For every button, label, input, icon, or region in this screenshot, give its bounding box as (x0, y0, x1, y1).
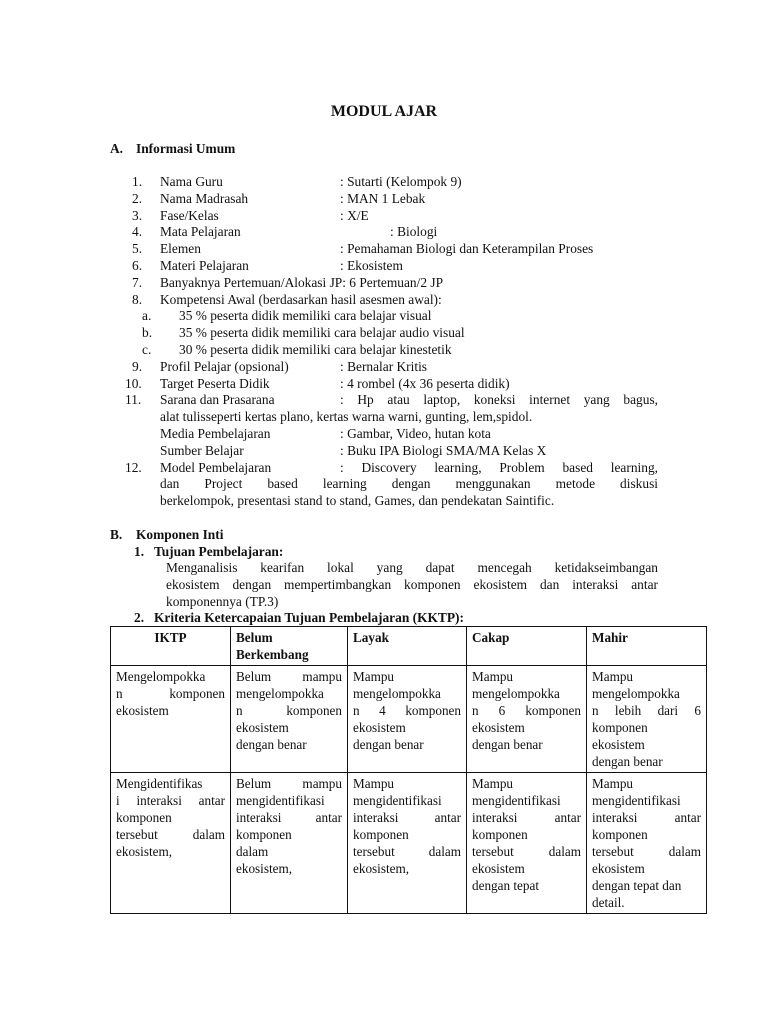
general-info-list (125, 174, 662, 510)
page-title: MODUL AJAR (330, 103, 438, 120)
sub-heading: Tujuan Pembelajaran: (154, 544, 284, 559)
cell-line: Mampu (353, 669, 395, 684)
header-layak (348, 627, 467, 666)
table-header-row (111, 627, 707, 666)
item-value: : X/E (340, 207, 369, 223)
info-item (125, 392, 662, 409)
item-number: 6. (132, 257, 143, 273)
item-value: : Discovery learning, Problem based learning, (340, 459, 658, 475)
table-cell (231, 773, 348, 914)
source-row (132, 443, 662, 460)
info-item (132, 241, 662, 258)
item-number: 12. (125, 459, 142, 475)
cell-line: dengan benar (236, 737, 307, 752)
header-belum-berkembang (231, 627, 348, 666)
competency-text: 35 % peserta didik memiliki cara belajar visual (179, 308, 432, 324)
objective-line: komponennya (TP.3) (166, 593, 279, 609)
cell-line: ekosistem (353, 720, 406, 735)
cell-line: mengelompokka (236, 686, 324, 701)
cell-line: ekosistem, (353, 861, 410, 876)
info-item (132, 359, 662, 376)
source-value: : Buku IPA Biologi SMA/MA Kelas X (340, 442, 547, 458)
competency-item (132, 308, 662, 325)
cell-line: mengidentifikasi (472, 793, 561, 808)
cell-line: tersebut dalam (116, 827, 225, 842)
item-value: : 4 rombel (4x 36 peserta didik) (340, 375, 510, 391)
cell-line: ekosistem (236, 720, 289, 735)
item-value: : Pemahaman Biologi dan Keterampilan Proses (340, 241, 594, 257)
objective-heading (132, 544, 662, 561)
item-number: 7. (132, 274, 143, 290)
kktp-heading-block (132, 610, 662, 627)
item-label: Banyaknya Pertemuan/Alokasi JP: 6 Pertemuan/2 JP (160, 274, 444, 290)
sub-number: 2. (134, 610, 145, 625)
cell-line: dengan tepat (472, 878, 540, 893)
cell-line: interaksi antar (353, 810, 461, 825)
core-component-list (132, 544, 662, 561)
media-value: : Gambar, Video, hutan kota (340, 425, 491, 441)
table-cell (231, 666, 348, 773)
header-mahir (587, 627, 707, 666)
cell-line: mengidentifikasi (592, 793, 681, 808)
kktp-heading (132, 610, 662, 627)
section-a-title: Informasi Umum (136, 141, 236, 156)
item-number: 9. (132, 358, 143, 374)
cell-line: i interaksi antar (116, 793, 225, 808)
cell-line: ekosistem, (236, 861, 293, 876)
table-cell (348, 773, 467, 914)
item-value: : Bernalar Kritis (340, 358, 428, 374)
cell-line: ekosistem (116, 703, 169, 718)
cell-line: Belum mampu (236, 669, 342, 684)
info-item (125, 375, 662, 393)
info-item (132, 191, 662, 208)
item-number: 3. (132, 207, 143, 223)
item-number: 4. (132, 224, 143, 240)
header-text: Berkembang (236, 647, 309, 662)
learning-objective (166, 560, 658, 610)
cell-line: n 6 komponen (472, 703, 581, 718)
item-label: Materi Pelajaran (160, 257, 249, 273)
info-item (132, 292, 662, 309)
cell-line: Mampu (472, 776, 514, 791)
section-a-heading (110, 141, 235, 158)
item-value: : Ekosistem (340, 257, 403, 273)
competency-item (132, 342, 662, 359)
kktp-table (110, 626, 707, 914)
cell-line: dalam (236, 844, 269, 859)
competency-letter: a. (142, 308, 152, 324)
item-label: Fase/Kelas (160, 207, 219, 223)
item-number: 1. (132, 174, 143, 189)
section-a-letter: A. (110, 141, 124, 156)
table-cell (587, 773, 707, 914)
item-number: 10. (125, 375, 142, 391)
cell-line: Mampu (472, 669, 514, 684)
cell-line: ekosistem, (116, 844, 173, 859)
competency-item (132, 325, 662, 342)
cell-line: Mampu (353, 776, 395, 791)
item-label: Target Peserta Didik (160, 375, 270, 391)
sub-number: 1. (134, 544, 145, 559)
cell-line: dengan benar (472, 737, 543, 752)
cell-line: n komponen (116, 686, 225, 701)
competency-text: 30 % peserta didik memiliki cara belajar kinestetik (179, 341, 452, 357)
table-cell (587, 666, 707, 773)
cell-line: komponen (592, 720, 648, 735)
item-label: Elemen (160, 241, 201, 257)
cell-line: n lebih dari 6 (592, 703, 701, 718)
cell-line: tersebut dalam (592, 844, 701, 859)
cell-line: mengelompokka (592, 686, 680, 701)
header-text: Mahir (592, 630, 628, 645)
item-value: : Sutarti (Kelompok 9) (340, 174, 462, 189)
item-value: : Hp atau laptop, koneksi internet yang bagus, (340, 392, 658, 408)
cell-line: Mengidentifikas (116, 776, 203, 791)
section-b-letter: B. (110, 527, 123, 542)
item-number: 2. (132, 190, 143, 206)
cell-line: komponen (116, 810, 172, 825)
item-label: Nama Madrasah (160, 190, 249, 206)
sub-heading: Kriteria Ketercapaian Tujuan Pembelajaran (KKTP): (154, 610, 464, 625)
section-b-title: Komponen Inti (136, 527, 224, 542)
header-text: Belum (236, 630, 273, 645)
objective-line: ekosistem dengan mempertimbangkan komponen ekosistem dan interaksi antar (166, 576, 658, 592)
cell-line: mengelompokka (472, 686, 560, 701)
cell-line: Belum mampu (236, 776, 342, 791)
header-cakap (467, 627, 587, 666)
table-cell (467, 773, 587, 914)
item-label: Model Pembelajaran (160, 459, 272, 475)
cell-line: tersebut dalam (472, 844, 581, 859)
media-label: Media Pembelajaran (160, 425, 271, 441)
source-label: Sumber Belajar (160, 442, 244, 458)
competency-letter: c. (142, 341, 152, 357)
cell-line: komponen (472, 827, 528, 842)
info-item (125, 459, 662, 477)
item-continuation: dan Project based learning dengan menggunakan metode diskusi (160, 476, 658, 492)
item-number: 5. (132, 241, 143, 257)
objective-line: Menganalisis kearifan lokal yang dapat mencegah ketidakseimbangan (166, 560, 658, 575)
table-cell (111, 666, 231, 773)
table-cell (467, 666, 587, 773)
item-label: Nama Guru (160, 174, 223, 189)
cell-line: n 4 komponen (353, 703, 461, 718)
cell-line: mengelompokka (353, 686, 441, 701)
section-b-heading (110, 527, 223, 544)
table-row (111, 666, 707, 773)
header-text: Layak (353, 630, 389, 645)
cell-line: dengan benar (592, 754, 663, 769)
cell-line: Mengelompokka (116, 669, 206, 684)
cell-line: ekosistem (592, 861, 645, 876)
cell-line: n komponen (236, 703, 342, 718)
cell-line: komponen (236, 827, 292, 842)
cell-line: ekosistem (592, 737, 645, 752)
competency-text: 35 % peserta didik memiliki cara belajar audio visual (179, 325, 465, 341)
header-text: Cakap (472, 630, 510, 645)
info-item (132, 224, 662, 241)
item-label: Kompetensi Awal (berdasarkan hasil asesmen awal): (160, 291, 442, 307)
cell-line: interaksi antar (472, 810, 581, 825)
table-cell (111, 773, 231, 914)
item-label: Mata Pelajaran (160, 224, 241, 240)
info-item (132, 208, 662, 225)
table-row (111, 773, 707, 914)
cell-line: mengidentifikasi (236, 793, 325, 808)
item-value: : MAN 1 Lebak (340, 190, 426, 206)
item-label: Sarana dan Prasarana (160, 392, 275, 408)
cell-line: Mampu (592, 776, 634, 791)
cell-line: ekosistem (472, 861, 525, 876)
cell-line: Mampu (592, 669, 634, 684)
info-item (132, 174, 662, 191)
cell-line: komponen (353, 827, 409, 842)
cell-line: dengan tepat dan (592, 878, 682, 893)
item-label: Profil Pelajar (opsional) (160, 358, 289, 374)
item-number: 11. (125, 392, 142, 408)
item-value: : Biologi (390, 224, 438, 240)
cell-line: ekosistem (472, 720, 525, 735)
item-number: 8. (132, 291, 143, 307)
competency-letter: b. (142, 325, 153, 341)
cell-line: dengan benar (353, 737, 424, 752)
cell-line: mengidentifikasi (353, 793, 442, 808)
table-cell (348, 666, 467, 773)
info-item (132, 258, 662, 275)
cell-line: interaksi antar (592, 810, 701, 825)
info-item (132, 275, 662, 292)
header-text: IKTP (154, 630, 187, 645)
item-continuation: alat tulisseperti kertas plano, kertas warna warni, gunting, lem,spidol. (160, 409, 533, 425)
cell-line: komponen (592, 827, 648, 842)
cell-line: interaksi antar (236, 810, 342, 825)
cell-line: tersebut dalam (353, 844, 461, 859)
item-continuation: berkelompok, presentasi stand to stand, Games, dan pendekatan Saintific. (160, 493, 555, 509)
header-iktp (111, 627, 231, 666)
cell-line: detail. (592, 895, 625, 910)
media-row (132, 426, 662, 443)
